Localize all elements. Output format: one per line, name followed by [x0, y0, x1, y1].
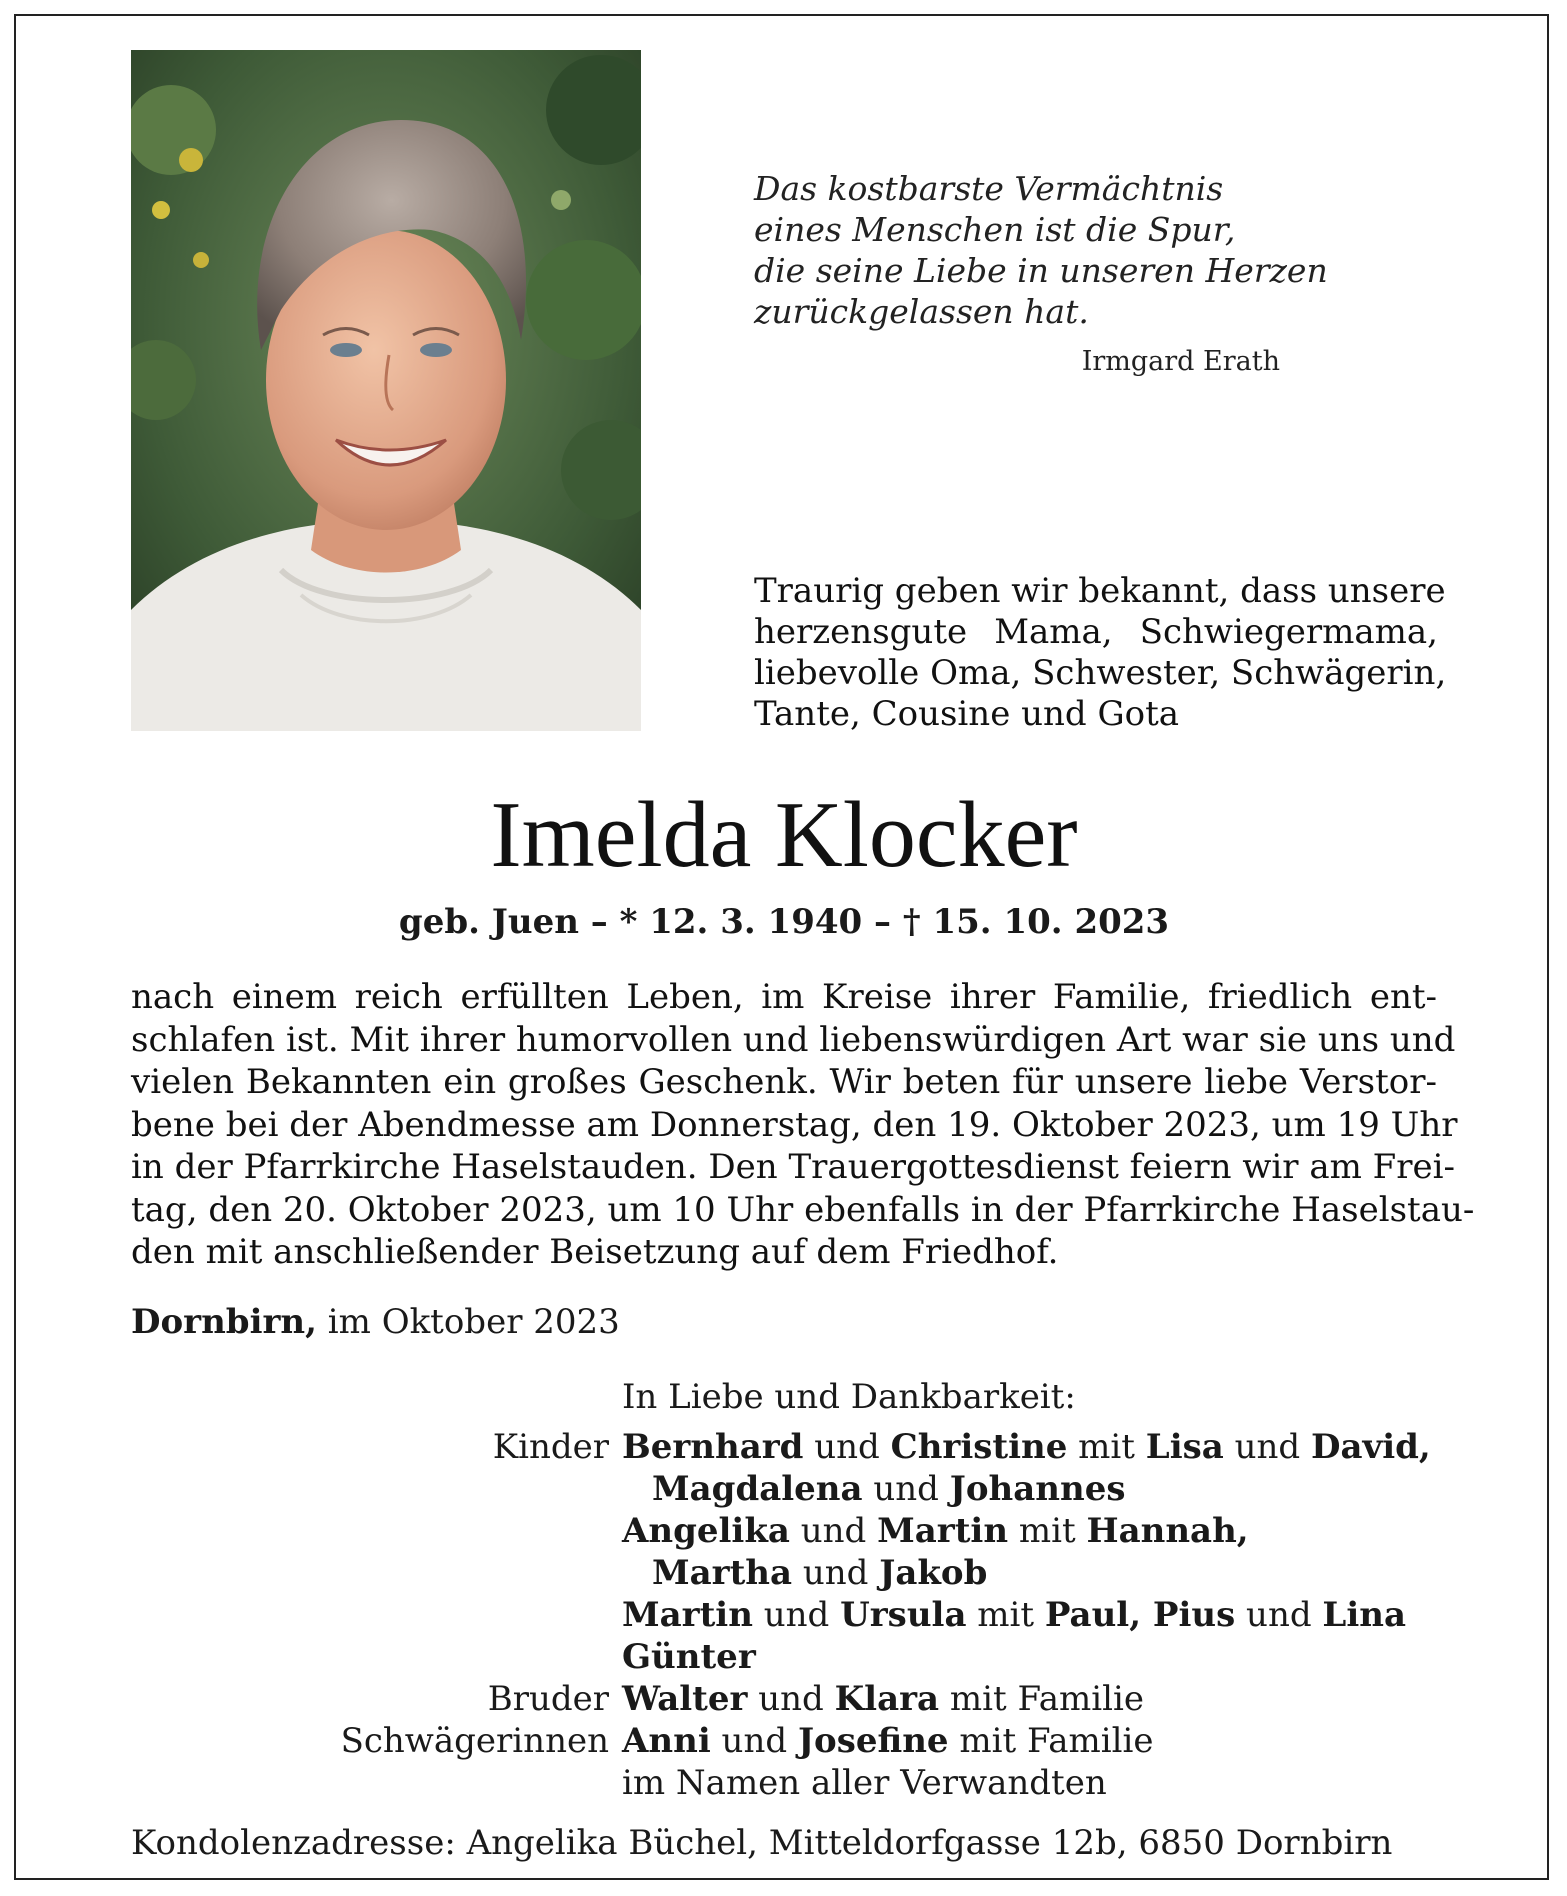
- name-christine: Christine: [890, 1427, 1068, 1467]
- place-date-text: im Oktober 2023: [316, 1302, 620, 1342]
- body-line: vielen Bekannten ein großes Geschenk. Wir beten für unsere liebe Verstor-: [131, 1062, 1437, 1102]
- relatives-line: im Namen aller Verwandten: [622, 1763, 1107, 1803]
- name-hannah: Hannah,: [1086, 1511, 1249, 1551]
- intro-line: Traurig geben wir bekannt, dass unsere: [754, 571, 1446, 611]
- signature-line: [622, 1720, 1153, 1762]
- word-mit: mit: [1067, 1427, 1146, 1467]
- signature-line: [622, 1594, 1406, 1636]
- signature-row: [0, 1426, 1567, 1468]
- name-jakob: Jakob: [879, 1553, 988, 1593]
- signature-line: [622, 1636, 756, 1678]
- quote-line: Das kostbarste Vermächtnis: [754, 169, 1224, 208]
- name-paul-pius: Paul, Pius: [1044, 1595, 1236, 1635]
- portrait-illustration: [131, 50, 641, 731]
- name-lina: Lina: [1322, 1595, 1406, 1635]
- signature-row: [0, 1510, 1567, 1552]
- quote-line: die seine Liebe in unseren Herzen: [754, 251, 1328, 290]
- name-lisa: Lisa: [1145, 1427, 1224, 1467]
- word-mit-familie: mit Familie: [939, 1679, 1145, 1719]
- body-line: in der Pfarrkirche Haselstauden. Den Trauergottesdienst feiern wir am Frei-: [131, 1147, 1456, 1187]
- name-martin: Martin: [877, 1511, 1009, 1551]
- name-bernhard: Bernhard: [622, 1427, 804, 1467]
- intro-line: liebevolle Oma, Schwester, Schwägerin,: [754, 653, 1447, 693]
- name-david: David,: [1310, 1427, 1431, 1467]
- word-und: und: [1223, 1427, 1311, 1467]
- name-martin: Martin: [622, 1595, 753, 1635]
- intro-line: Tante, Cousine und Gota: [754, 694, 1180, 734]
- name-guenter: Günter: [622, 1637, 756, 1677]
- condolence-address: Kondolenzadresse: Angelika Büchel, Mitteldorfgasse 12b, 6850 Dornbirn: [131, 1823, 1393, 1863]
- life-dates: geb. Juen – * 12. 3. 1940 – † 15. 10. 2023: [398, 902, 1170, 942]
- name-walter: Walter: [622, 1679, 748, 1719]
- word-und: und: [803, 1427, 891, 1467]
- signature-row: [0, 1468, 1567, 1510]
- place-date: [131, 1301, 620, 1343]
- label-schwaegerinnen: Schwägerinnen: [340, 1721, 609, 1761]
- name-magdalena: Magdalena: [652, 1469, 863, 1509]
- intro-text: [754, 571, 1447, 735]
- name-martha: Martha: [652, 1553, 793, 1593]
- word-und: und: [710, 1721, 798, 1761]
- word-mit: mit: [966, 1595, 1045, 1635]
- word-und: und: [752, 1595, 841, 1635]
- word-mit-familie: mit Familie: [948, 1721, 1154, 1761]
- thanks-line: In Liebe und Dankbarkeit:: [622, 1377, 1076, 1417]
- quote-line: eines Menschen ist die Spur,: [754, 210, 1236, 249]
- body-text: [131, 976, 1475, 1274]
- label-kinder: Kinder: [492, 1427, 609, 1467]
- word-und: und: [789, 1511, 878, 1551]
- quote-author: Irmgard Erath: [1081, 346, 1280, 377]
- quote-block: [754, 168, 1328, 332]
- signature-row: [0, 1720, 1567, 1762]
- name-angelika: Angelika: [622, 1511, 790, 1551]
- signature-row: [0, 1762, 1567, 1804]
- signature-row: [0, 1594, 1567, 1636]
- label-bruder: Bruder: [487, 1679, 609, 1719]
- signature-line: [622, 1678, 1144, 1720]
- signature-line: [652, 1468, 1125, 1510]
- word-und: und: [862, 1469, 950, 1509]
- signature-row: [0, 1636, 1567, 1678]
- name-anni: Anni: [622, 1721, 711, 1761]
- signature-line: [622, 1510, 1249, 1552]
- body-line: nach einem reich erfüllten Leben, im Kreise ihrer Familie, friedlich ent-: [131, 977, 1437, 1017]
- word-mit: mit: [1008, 1511, 1087, 1551]
- body-line: tag, den 20. Oktober 2023, um 10 Uhr ebenfalls in der Pfarrkirche Haselstau-: [131, 1189, 1475, 1230]
- place-city: Dornbirn,: [131, 1302, 317, 1342]
- signature-row: [0, 1678, 1567, 1720]
- signature-row: [0, 1552, 1567, 1594]
- body-line: bene bei der Abendmesse am Donnerstag, den 19. Oktober 2023, um 19 Uhr: [131, 1104, 1458, 1145]
- word-und: und: [1235, 1595, 1323, 1635]
- name-klara: Klara: [834, 1679, 940, 1719]
- deceased-name: Imelda Klocker: [490, 783, 1078, 887]
- body-line: schlafen ist. Mit ihrer humorvollen und liebenswürdigen Art war sie uns und: [131, 1019, 1456, 1060]
- name-josefine: Josefine: [797, 1721, 949, 1761]
- word-und: und: [747, 1679, 835, 1719]
- word-und: und: [792, 1553, 880, 1593]
- quote-line: zurückgelassen hat.: [754, 292, 1089, 331]
- name-johannes: Johannes: [949, 1469, 1126, 1509]
- signature-line: [622, 1426, 1431, 1468]
- name-ursula: Ursula: [840, 1595, 967, 1635]
- body-line: den mit anschließender Beisetzung auf dem Friedhof.: [131, 1232, 1059, 1272]
- signature-line: [652, 1552, 987, 1594]
- intro-line: herzensgute Mama, Schwiegermama,: [754, 612, 1438, 652]
- portrait-photo: [131, 50, 641, 731]
